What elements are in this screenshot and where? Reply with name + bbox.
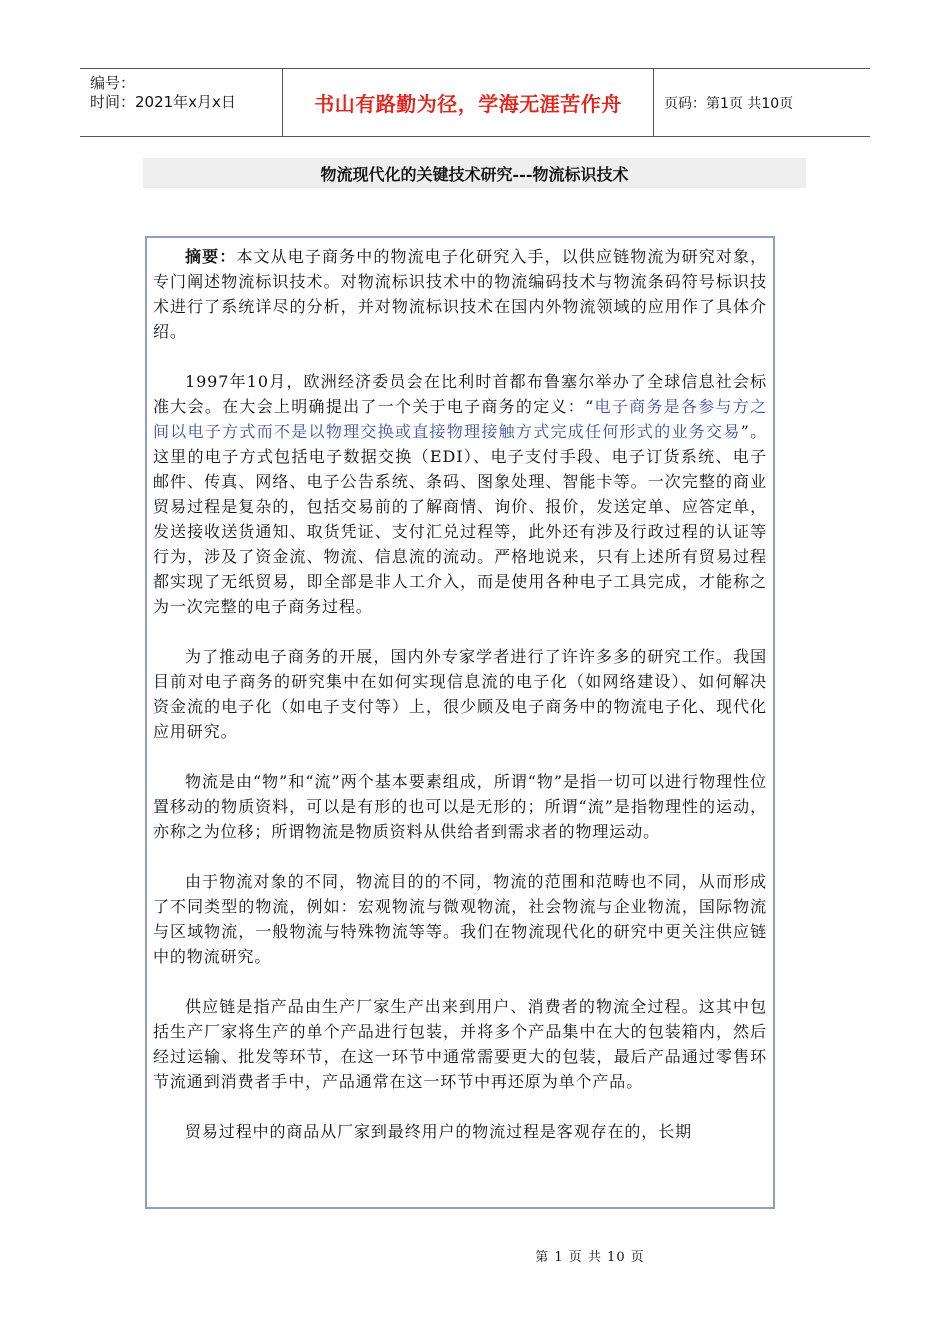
- header-table: [80, 68, 870, 137]
- footer-page-number: 第 1 页 共 10 页: [535, 1250, 645, 1265]
- logistics-definition-paragraph: 物流是由“物”和“流”两个基本要素组成，所谓“物”是指一切可以进行物理性位置移动的物质资料，可以是有形的也可以是无形的；所谓“流”是指物理性的运动，亦称之为位移；所谓物流是物质资料从供给者到需求者的物理运动。: [153, 772, 767, 841]
- logistics-types-paragraph: 由于物流对象的不同，物流目的的不同，物流的范围和范畴也不同，从而形成了不同类型的物流，例如：宏观物流与微观物流，社会物流与企业物流，国际物流与区域物流，一般物流与特殊物流等等。我们在物流现代化的研究中更关注供应链中的物流研究。: [153, 872, 767, 966]
- research-paragraph: 为了推动电子商务的开展，国内外专家学者进行了许许多多的研究工作。我国目前对电子商务的研究集中在如何实现信息流的电子化（如网络建设）、如何解决资金流的电子化（如电子支付等）上，很少顾及电子商务中的物流电子化、现代化应用研究。: [153, 647, 767, 741]
- definition-text-after: ”。这里的电子方式包括电子数据交换（EDI）、电子支付手段、电子订货系统、电子邮件、传真、网络、电子公告系统、条码、图象处理、智能卡等。一次完整的商业贸易过程是复杂的，包括交易前的了解商情、询价、报价，发送定单、应答定单，发送接收送货通知、取货凭证、支付汇兑过程等，此外还有涉及行政过程的认证等行为，涉及了资金流、物流、信息流的流动。严格地说来，只有上述所有贸易过程都实现了无纸贸易，即全部是非人工介入，而是使用各种电子工具完成，才能称之为一次完整的电子商务过程。: [153, 422, 767, 616]
- header-left-cell: [80, 69, 282, 136]
- abstract-text: 本文从电子商务中的物流电子化研究入手，以供应链物流为研究对象，专门阐述物流标识技术。对物流标识技术中的物流编码技术与物流条码符号标识技术进行了系统详尽的分析，并对物流标识技术在国内外物流领域的应用作了具体介绍。: [153, 247, 767, 341]
- abstract-paragraph: [153, 244, 767, 344]
- trade-process-paragraph: 贸易过程中的商品从厂家到最终用户的物流过程是客观存在的，长期: [185, 1122, 693, 1141]
- page-footer: [0, 1246, 950, 1265]
- document-time-label: 时间：2021年x月x日: [90, 93, 236, 111]
- definition-paragraph: [153, 369, 767, 619]
- header-motto: 书山有路勤为径，学海无涯苦作舟: [314, 92, 622, 116]
- document-number-label: 编号：: [90, 74, 136, 92]
- header-page-info: 页码：第1页 共10页: [664, 95, 794, 112]
- document-title-band: [143, 158, 806, 188]
- content-box: [145, 236, 775, 1209]
- supply-chain-paragraph: 供应链是指产品由生产厂家生产出来到用户、消费者的物流全过程。这其中包括生产厂家将生产的单个产品进行包装，并将多个产品集中在大的包装箱内，然后经过运输、批发等环节，在这一环节中通常需要更大的包装，最后产品通过零售环节流通到消费者手中，产品通常在这一环节中再还原为单个产品。: [153, 997, 767, 1091]
- document-title: 物流现代化的关键技术研究---物流标识技术: [320, 164, 629, 184]
- content-body: [153, 244, 767, 1144]
- header-motto-cell: [282, 69, 654, 136]
- abstract-label: 摘要：: [185, 247, 237, 266]
- definition-text-before: 1997年10月，欧洲经济委员会在比利时首都布鲁塞尔举办了全球信息社会标准大会。在大会上明确提出了一个关于电子商务的定义：“: [153, 372, 767, 416]
- header-page-cell: [654, 69, 870, 136]
- definition-link[interactable]: 电子商务是各参与方之间以电子方式而不是以物理交换或直接物理接触方式完成任何形式的业务交易: [153, 397, 767, 441]
